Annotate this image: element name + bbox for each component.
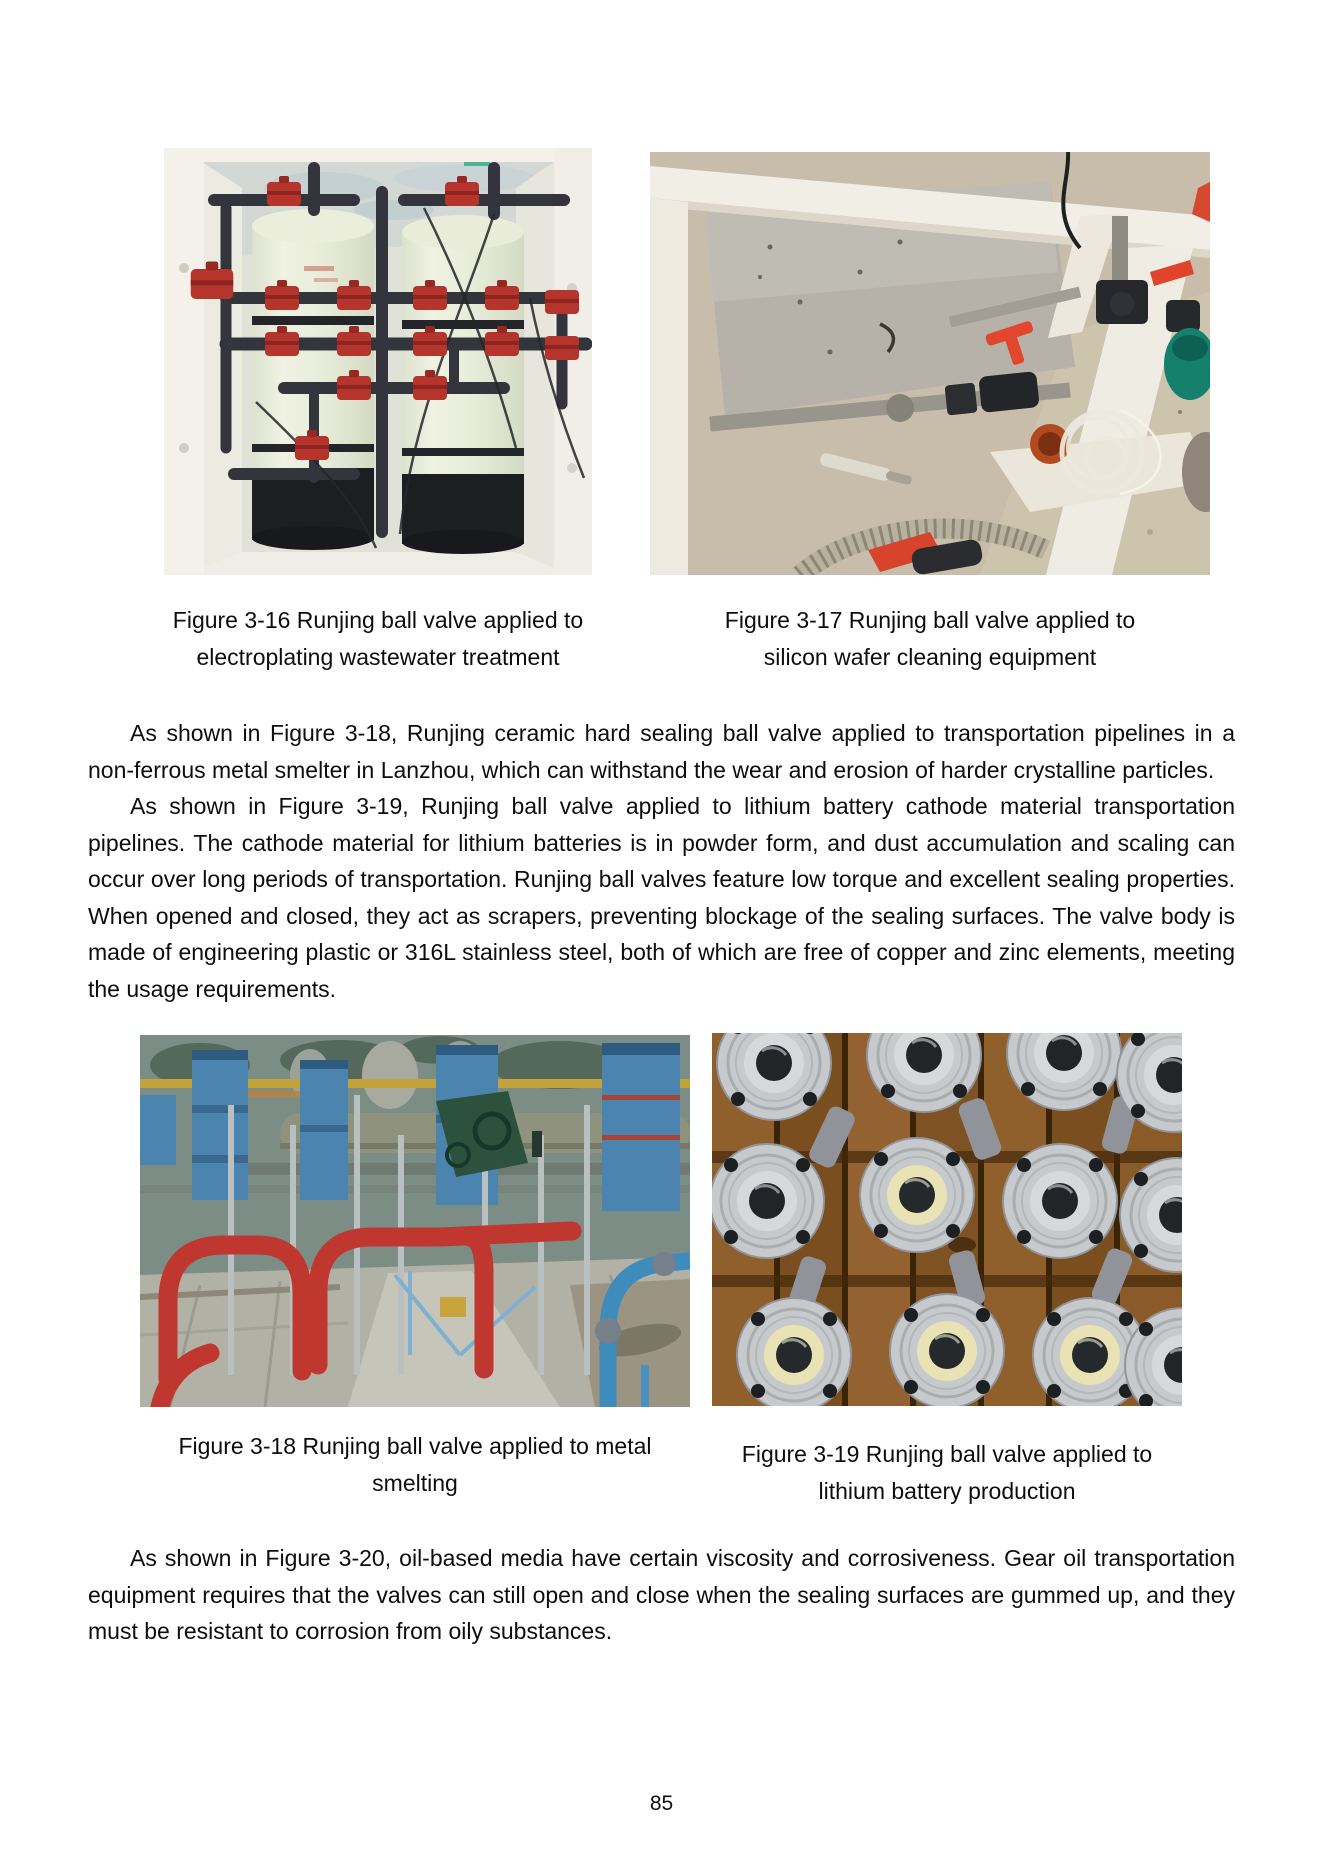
body-paragraph-1: As shown in Figure 3-18, Runjing ceramic hard sealing ball valve applied to transportation pipelines in a non-ferrous metal smelter in Lanzhou, which can withstand the wear and erosion of harder crystalline particles. [88,720,1235,783]
figure-3-18-caption-line2: smelting [372,1470,458,1496]
figure-3-19-photo [712,1033,1182,1406]
figure-3-19-caption [712,1436,1182,1510]
body-text-block-1 [88,715,1235,1007]
figure-3-16-photo [164,148,592,575]
figure-3-16-caption-line1: Figure 3-16 Runjing ball valve applied to [172,607,584,633]
body-paragraph-2: As shown in Figure 3-19, Runjing ball valve applied to lithium battery cathode material transportation pipelines. The cathode material for lithium batteries is in powder form, and dust accumulation and scaling can occur over long periods of transportation. Runjing ball valves feature low torque and excellent sealing properties. When opened and closed, they act as scrapers, preventing blockage of the sealing surfaces. The valve body is made of engineering plastic or 316L stainless steel, both of which are free of copper and zinc elements, meeting the usage requirements. [88,793,1235,1002]
figure-3-17-caption [650,602,1210,676]
figure-3-17-photo [650,152,1210,575]
figure-3-17-caption-line2: silicon wafer cleaning equipment [763,644,1097,670]
figure-3-18-caption [140,1428,690,1502]
figure-3-16-caption [164,602,592,676]
figure-3-17-caption-line1: Figure 3-17 Runjing ball valve applied to [724,607,1136,633]
figure-3-18-photo [140,1035,690,1407]
page-number: 85 [649,1792,674,1815]
figure-3-19-caption-line1: Figure 3-19 Runjing ball valve applied to [741,1441,1153,1467]
figure-3-16-caption-line2: electroplating wastewater treatment [196,644,560,670]
figure-3-19-caption-line2: lithium battery production [818,1478,1076,1504]
body-text-block-2 [88,1540,1235,1650]
figure-3-18-caption-line1: Figure 3-18 Runjing ball valve applied to metal [178,1433,652,1459]
body-paragraph-3: As shown in Figure 3-20, oil-based media have certain viscosity and corrosiveness. Gear oil transportation equipment requires that the valves can still open and close when the sealing surfaces are gummed up, and they must be resistant to corrosion from oily substances. [88,1545,1235,1644]
